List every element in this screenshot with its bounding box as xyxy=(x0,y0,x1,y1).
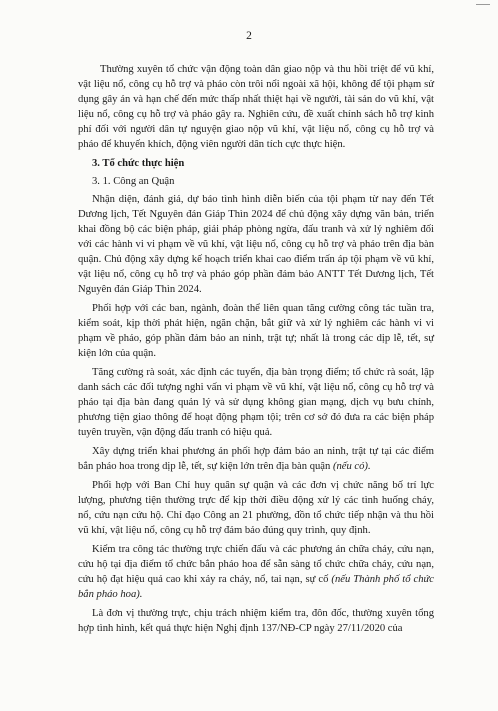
paragraph-7-note: (nếu Thành phố tổ chức bắn pháo hoa). xyxy=(78,574,434,600)
paragraph-7 xyxy=(78,542,434,602)
scan-corner-mark xyxy=(476,4,490,15)
paragraph-5-note: (nếu có). xyxy=(332,461,371,472)
paragraph-1: Thường xuyên tổ chức vận động toàn dân giao nộp và thu hồi triệt để vũ khí, vật liệu nổ, công cụ hỗ trợ và pháo còn trôi nổi ngoài xã hội, không để tội phạm sử dụng gây án và hạn chế đến mức thấp nhất thiệt hại về người, tài sản do vũ khí, vật liệu nổ, công cụ hỗ trợ và pháo gây ra. Nghiên cứu, đề xuất chính sách hỗ trợ kinh phí đối với người dân tự nguyện giao nộp vũ khí, vật liệu nổ, công cụ hỗ trợ và pháo để khuyến khích, động viên người dân tích cực thực hiện. xyxy=(78,64,434,150)
paragraph-4: Tăng cường rà soát, xác định các tuyến, địa bàn trọng điểm; tổ chức rà soát, lập danh sách các đối tượng nghi vấn vi phạm về vũ khí, vật liệu nổ, công cụ hỗ trợ và pháo tại địa bàn đang quản lý và sử dụng không gian mạng, dịch vụ bưu chính, phương tiện giao thông để hoạt động phạm tội; trên cơ sở đó đưa ra các biện pháp tuyên truyền, vận động đấu tranh có hiệu quả. xyxy=(78,367,434,438)
document-body xyxy=(78,62,434,640)
paragraph-2: Nhận diện, đánh giá, dự báo tình hình diễn biến của tội phạm từ nay đến Tết Dương lịch, Tết Nguyên đán Giáp Thìn 2024 để chủ động xây dựng văn bản, triển khai đồng bộ các biện pháp, giải pháp phòng ngừa, đấu tranh và xử lý nghiêm đối với các hành vi vi phạm về vũ khí, vật liệu nổ, công cụ hỗ trợ và pháo trên địa bàn quận. Chủ động xây dựng kế hoạch triển khai cao điểm trấn áp tội phạm về vũ khí, vật liệu nổ, công cụ hỗ trợ và pháo góp phần đảm bảo ANTT Tết Dương lịch, Tết Nguyên đán Giáp Thìn 2024. xyxy=(78,194,434,295)
paragraph-6: Phối hợp với Ban Chỉ huy quân sự quận và các đơn vị chức năng bố trí lực lượng, phương tiện thường trực để kịp thời điều động xử lý các tình huống cháy, nổ, cứu nạn cứu hộ. Chỉ đạo Công an 21 phường, đồn tổ chức tiếp nhận và thu hồi vũ khí, vật liệu nổ, công cụ hỗ trợ đảm bảo đúng quy trình, quy định. xyxy=(78,480,434,536)
paragraph-5-text: Xây dựng triển khai phương án phối hợp đảm bảo an ninh, trật tự tại các điểm bắn pháo hoa trong dịp lễ, tết, sự kiện lớn trên địa bàn quận xyxy=(78,446,434,472)
paragraph-5 xyxy=(78,444,434,474)
page-number: 2 xyxy=(246,30,252,42)
paragraph-7-text: Kiểm tra công tác thường trực chiến đấu và các phương án chữa cháy, cứu nạn, cứu hộ tại địa điểm tổ chức bắn pháo hoa để sẵn sàng tổ chức chữa cháy, cứu nạn, cứu hộ đạt hiệu quả cao khi xảy ra cháy, nổ, tai nạn, sự cố xyxy=(78,544,434,585)
paragraph-3: Phối hợp với các ban, ngành, đoàn thể liên quan tăng cường công tác tuần tra, kiểm soát, kịp thời phát hiện, ngăn chặn, bắt giữ và xử lý nghiêm các hành vi vi phạm về pháo, góp phần đảm bảo an ninh, trật tự; nhất là trong các dịp lễ, tết, sự kiện lớn của quận. xyxy=(78,303,434,359)
paragraph-8: Là đơn vị thường trực, chịu trách nhiệm kiểm tra, đôn đốc, thường xuyên tổng hợp tình hình, kết quả thực hiện Nghị định 137/NĐ-CP ngày 27/11/2020 của xyxy=(78,608,434,634)
section-heading: 3. Tổ chức thực hiện xyxy=(92,158,185,169)
subsection-heading: 3. 1. Công an Quận xyxy=(92,176,175,187)
